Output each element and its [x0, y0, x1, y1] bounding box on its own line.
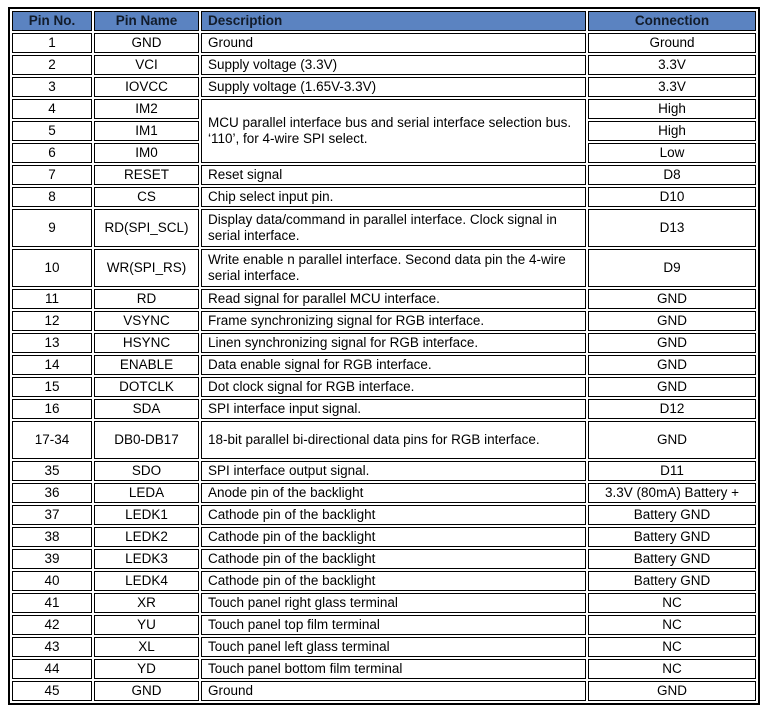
pin-name-cell: RD — [94, 289, 199, 309]
pin-no-cell: 45 — [12, 681, 92, 701]
table-row — [12, 421, 756, 459]
table-row — [12, 659, 756, 679]
table-row — [12, 77, 756, 97]
table-row — [12, 399, 756, 419]
table-row — [12, 681, 756, 701]
pin-name-cell: IM2 — [94, 99, 199, 119]
pin-name-cell: LEDA — [94, 483, 199, 503]
connection-cell: GND — [588, 355, 756, 375]
pin-name-cell: ENABLE — [94, 355, 199, 375]
table-row — [12, 571, 756, 591]
pin-no-cell: 11 — [12, 289, 92, 309]
pin-name-cell: DB0-DB17 — [94, 421, 199, 459]
description-cell: Dot clock signal for RGB interface. — [201, 377, 586, 397]
description-cell: SPI interface output signal. — [201, 461, 586, 481]
col-header-connection: Connection — [588, 11, 756, 31]
pin-name-cell: YU — [94, 615, 199, 635]
table-row — [12, 333, 756, 353]
pin-no-cell: 6 — [12, 143, 92, 163]
pin-connection-table — [8, 7, 760, 705]
description-cell: Supply voltage (1.65V-3.3V) — [201, 77, 586, 97]
table-row — [12, 505, 756, 525]
pin-name-cell: SDA — [94, 399, 199, 419]
description-cell: Chip select input pin. — [201, 187, 586, 207]
connection-cell: D12 — [588, 399, 756, 419]
pin-name-cell: LEDK3 — [94, 549, 199, 569]
connection-cell: D9 — [588, 249, 756, 287]
description-cell: Touch panel right glass terminal — [201, 593, 586, 613]
description-cell: Supply voltage (3.3V) — [201, 55, 586, 75]
connection-cell: GND — [588, 333, 756, 353]
pin-no-cell: 40 — [12, 571, 92, 591]
table-row — [12, 377, 756, 397]
pin-no-cell: 17-34 — [12, 421, 92, 459]
table-row — [12, 187, 756, 207]
pin-no-cell: 14 — [12, 355, 92, 375]
connection-cell: NC — [588, 637, 756, 657]
connection-cell: NC — [588, 659, 756, 679]
connection-cell: GND — [588, 311, 756, 331]
connection-cell: GND — [588, 421, 756, 459]
pin-name-cell: GND — [94, 681, 199, 701]
table-row — [12, 549, 756, 569]
table-row — [12, 99, 756, 119]
pin-name-cell: LEDK4 — [94, 571, 199, 591]
description-cell: Cathode pin of the backlight — [201, 505, 586, 525]
pin-name-cell: RD(SPI_SCL) — [94, 209, 199, 247]
pin-name-cell: WR(SPI_RS) — [94, 249, 199, 287]
pin-no-cell: 9 — [12, 209, 92, 247]
connection-cell: D11 — [588, 461, 756, 481]
pin-no-cell: 16 — [12, 399, 92, 419]
table-row — [12, 637, 756, 657]
col-header-description: Description — [201, 11, 586, 31]
connection-cell: Battery GND — [588, 571, 756, 591]
pin-no-cell: 36 — [12, 483, 92, 503]
connection-cell: GND — [588, 681, 756, 701]
connection-cell: 3.3V — [588, 77, 756, 97]
pin-name-cell: SDO — [94, 461, 199, 481]
description-cell: Cathode pin of the backlight — [201, 527, 586, 547]
table-row — [12, 527, 756, 547]
table-row — [12, 593, 756, 613]
description-cell: Touch panel left glass terminal — [201, 637, 586, 657]
description-cell: Read signal for parallel MCU interface. — [201, 289, 586, 309]
description-cell: Cathode pin of the backlight — [201, 549, 586, 569]
table-row — [12, 311, 756, 331]
pin-no-cell: 5 — [12, 121, 92, 141]
pin-name-cell: CS — [94, 187, 199, 207]
pin-no-cell: 43 — [12, 637, 92, 657]
pin-name-cell: RESET — [94, 165, 199, 185]
pin-name-cell: IM1 — [94, 121, 199, 141]
pin-name-cell: DOTCLK — [94, 377, 199, 397]
table-row — [12, 165, 756, 185]
connection-cell: GND — [588, 289, 756, 309]
pin-no-cell: 15 — [12, 377, 92, 397]
pin-name-cell: IOVCC — [94, 77, 199, 97]
pin-no-cell: 37 — [12, 505, 92, 525]
pin-no-cell: 2 — [12, 55, 92, 75]
connection-cell: D10 — [588, 187, 756, 207]
pin-name-cell: VCI — [94, 55, 199, 75]
pin-name-cell: VSYNC — [94, 311, 199, 331]
pin-name-cell: YD — [94, 659, 199, 679]
pin-name-cell: GND — [94, 33, 199, 53]
table-row — [12, 249, 756, 287]
description-cell: Touch panel bottom film terminal — [201, 659, 586, 679]
connection-cell: Battery GND — [588, 505, 756, 525]
description-cell: Frame synchronizing signal for RGB interface. — [201, 311, 586, 331]
connection-cell: D8 — [588, 165, 756, 185]
connection-cell: Battery GND — [588, 549, 756, 569]
pin-no-cell: 8 — [12, 187, 92, 207]
description-cell: Ground — [201, 33, 586, 53]
table-row — [12, 483, 756, 503]
pin-no-cell: 10 — [12, 249, 92, 287]
pin-no-cell: 4 — [12, 99, 92, 119]
pin-no-cell: 35 — [12, 461, 92, 481]
table-row — [12, 355, 756, 375]
pin-no-cell: 41 — [12, 593, 92, 613]
pin-name-cell: LEDK1 — [94, 505, 199, 525]
table-row — [12, 615, 756, 635]
pin-name-cell: IM0 — [94, 143, 199, 163]
description-cell: Ground — [201, 681, 586, 701]
table-row — [12, 461, 756, 481]
pin-no-cell: 1 — [12, 33, 92, 53]
table-header-row — [12, 11, 756, 31]
description-cell: Touch panel top film terminal — [201, 615, 586, 635]
pin-name-cell: HSYNC — [94, 333, 199, 353]
pin-no-cell: 13 — [12, 333, 92, 353]
description-cell: Anode pin of the backlight — [201, 483, 586, 503]
description-cell: SPI interface input signal. — [201, 399, 586, 419]
pin-no-cell: 44 — [12, 659, 92, 679]
connection-cell: NC — [588, 615, 756, 635]
description-cell: Write enable n parallel interface. Second data pin the 4-wire serial interface. — [201, 249, 586, 287]
col-header-pin-name: Pin Name — [94, 11, 199, 31]
connection-cell: NC — [588, 593, 756, 613]
description-cell: Linen synchronizing signal for RGB interface. — [201, 333, 586, 353]
col-header-pin-no: Pin No. — [12, 11, 92, 31]
connection-cell: 3.3V — [588, 55, 756, 75]
connection-cell: Battery GND — [588, 527, 756, 547]
description-cell: Reset signal — [201, 165, 586, 185]
pin-no-cell: 3 — [12, 77, 92, 97]
pin-no-cell: 12 — [12, 311, 92, 331]
connection-cell: Low — [588, 143, 756, 163]
connection-cell: GND — [588, 377, 756, 397]
table-row — [12, 33, 756, 53]
pin-no-cell: 42 — [12, 615, 92, 635]
pin-name-cell: XR — [94, 593, 199, 613]
pin-no-cell: 38 — [12, 527, 92, 547]
connection-cell: High — [588, 121, 756, 141]
connection-cell: D13 — [588, 209, 756, 247]
description-cell: Data enable signal for RGB interface. — [201, 355, 586, 375]
table-row — [12, 209, 756, 247]
pin-name-cell: XL — [94, 637, 199, 657]
description-cell: Cathode pin of the backlight — [201, 571, 586, 591]
description-cell: MCU parallel interface bus and serial interface selection bus. ‘110’, for 4-wire SPI select. — [201, 99, 586, 163]
description-cell: Display data/command in parallel interface. Clock signal in serial interface. — [201, 209, 586, 247]
description-cell: 18-bit parallel bi-directional data pins for RGB interface. — [201, 421, 586, 459]
connection-cell: High — [588, 99, 756, 119]
table-row — [12, 289, 756, 309]
table-row — [12, 55, 756, 75]
connection-cell: 3.3V (80mA) Battery + — [588, 483, 756, 503]
pin-table-body — [12, 33, 756, 701]
pin-name-cell: LEDK2 — [94, 527, 199, 547]
pin-no-cell: 7 — [12, 165, 92, 185]
connection-cell: Ground — [588, 33, 756, 53]
pin-no-cell: 39 — [12, 549, 92, 569]
